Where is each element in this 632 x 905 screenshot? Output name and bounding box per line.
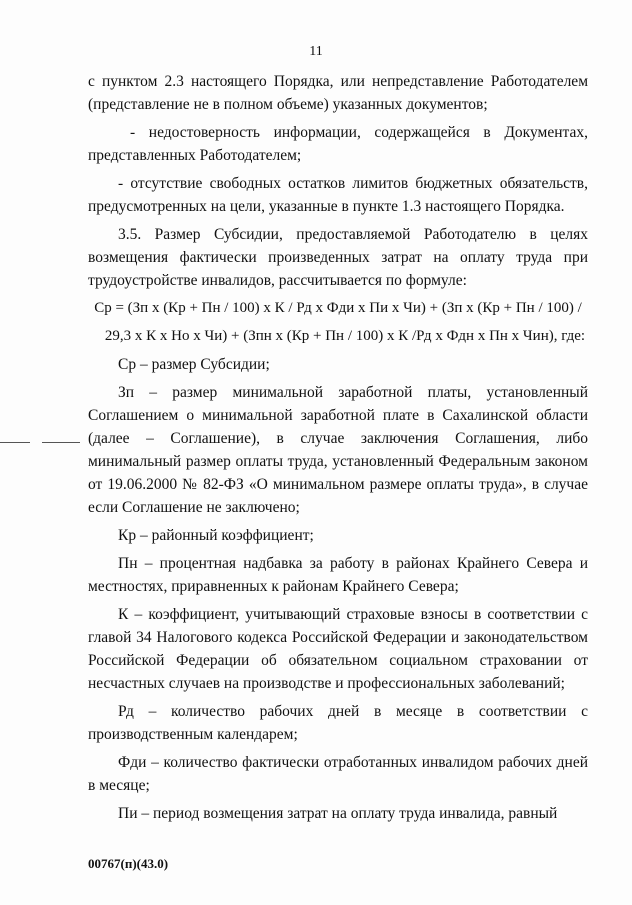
formula-line-2: 29,3 х К х Но х Чи) + (Зпн х (Кр + Пн / 100) х К /Рд х Фдн х Пн х Чин), где: <box>104 328 586 344</box>
definition-pn: Пн – процентная надбавка за работу в районах Крайнего Севера и местностях, приравненных к районам Крайнего Севера; <box>88 555 588 595</box>
definition-pi: Пи – период возмещения затрат на оплату труда инвалида, равный <box>118 805 558 822</box>
paragraph-bullet-no-limits: - отсутствие свободных остатков лимитов бюджетных обязательств, предусмотренных на цели, указанные в пункте 1.3 настоящего Порядка. <box>88 175 588 215</box>
page-number: 11 <box>309 44 323 59</box>
paragraph-subsidy-size: 3.5. Размер Субсидии, предоставляемой Работодателю в целях возмещения фактически произведенных затрат на оплату труда при трудоустройстве инвалидов, рассчитывается по формуле: <box>88 226 588 289</box>
definition-fdi: Фди – количество фактически отработанных инвалидом рабочих дней в месяце; <box>88 754 588 794</box>
formula-line-1: Ср = (Зп х (Кр + Пн / 100) х К / Рд х Фди х Пи х Чи) + (Зп х (Кр + Пн / 100) / <box>94 300 582 316</box>
paragraph-continuation: с пунктом 2.3 настоящего Порядка, или непредставление Работодателем (представление не в полном объеме) указанных документов; <box>88 73 588 113</box>
definition-kr: Кр – районный коэффициент; <box>118 527 314 544</box>
definition-sr: Ср – размер Субсидии; <box>118 356 270 373</box>
scan-artifact-line <box>0 442 88 443</box>
definition-rd: Рд – количество рабочих дней в месяце в соответствии с производственным календарем; <box>88 703 588 743</box>
document-code: 00767(п)(43.0) <box>88 856 169 871</box>
document-body <box>88 70 588 830</box>
definition-zp: Зп – размер минимальной заработной платы, установленный Соглашением о минимальной заработной плате в Сахалинской области (далее – Соглашение), в случае заключения Соглашения, либо минимальный размер оплаты труда, установленный Федеральным законом от 19.06.2000 № 82-ФЗ «О минимальном размере оплаты труда», в случае если Соглашение не заключено; <box>88 384 588 516</box>
paragraph-bullet-unreliable-info: - недостоверность информации, содержащейся в Документах, представленных Работодателем; <box>88 124 588 164</box>
definition-k: К – коэффициент, учитывающий страховые взносы в соответствии с главой 34 Налогового кодекса Российской Федерации и законодательством Российской Федерации об обязательном социальном страховании от несчастных случаев на производстве и профессиональных заболеваний; <box>88 606 588 692</box>
